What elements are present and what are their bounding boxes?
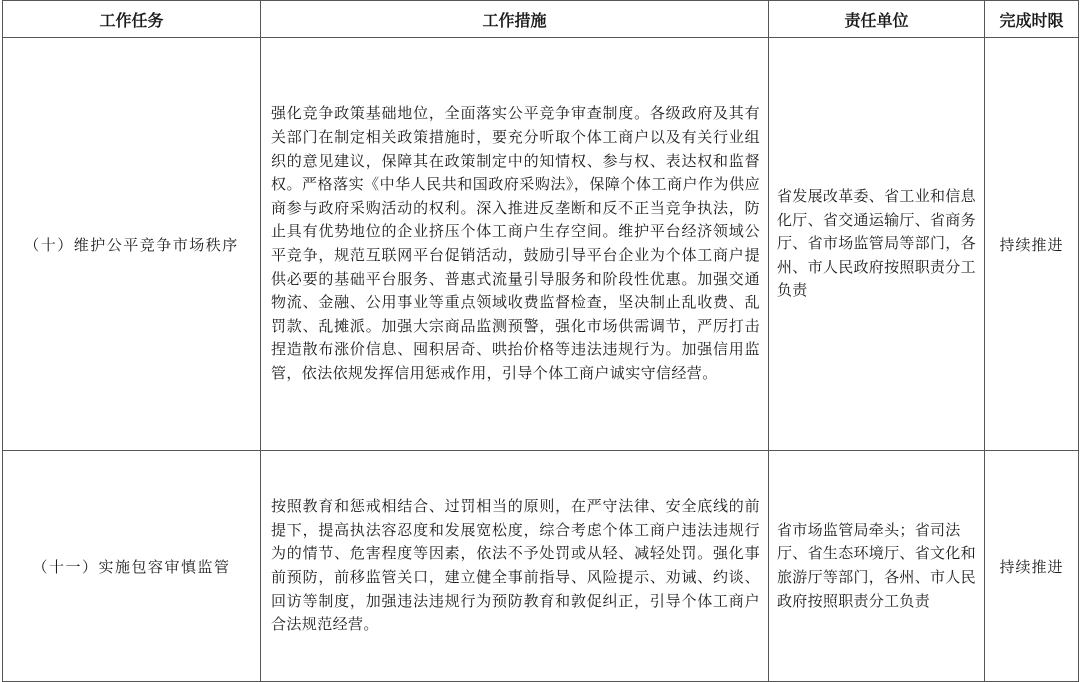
- table-row: [3, 451, 1079, 682]
- measure-cell: 按照教育和惩戒相结合、过罚相当的原则，在严守法律、安全底线的前提下，提高执法容忍度和发展宽松度，综合考虑个体工商户违法违规行为的情节、危害程度等因素，依法不予处罚或从轻、减轻处罚。强化事前预防，前移监管关口，建立健全事前指导、风险提示、劝诫、约谈、回访等制度，加强违法违规行为预防教育和敦促纠正，引导个体工商户合法规范经营。: [261, 451, 769, 682]
- measure-cell: 强化竞争政策基础地位，全面落实公平竞争审查制度。各级政府及其有关部门在制定相关政策措施时，要充分听取个体工商户以及有关行业组织的意见建议，保障其在政策制定中的知情权、参与权、表达权和监督权。严格落实《中华人民共和国政府采购法》，保障个体工商户作为供应商参与政府采购活动的权利。深入推进反垄断和反不正当竞争执法，防止具有优势地位的企业挤压个体工商户生存空间。维护平台经济领域公平竞争，规范互联网平台促销活动，鼓励引导平台企业为个体工商户提供必要的基础平台服务、普惠式流量引导服务和阶段性优惠。加强交通物流、金融、公用事业等重点领域收费监督检查，坚决制止乱收费、乱罚款、乱摊派。加强大宗商品监测预警，强化市场供需调节，严厉打击捏造散布涨价信息、囤积居奇、哄抬价格等违法违规行为。加强信用监管，依法依规发挥信用惩戒作用，引导个体工商户诚实守信经营。: [261, 38, 769, 451]
- unit-cell: 省发展改革委、省工业和信息化厅、省交通运输厅、省商务厅、省市场监管局等部门，各州、市人民政府按照职责分工负责: [769, 38, 985, 451]
- work-task-table: [2, 0, 1079, 682]
- header-task: 工作任务: [3, 1, 261, 38]
- task-cell: （十一）实施包容审慎监管: [3, 451, 261, 682]
- header-measure: 工作措施: [261, 1, 769, 38]
- deadline-cell: 持续推进: [985, 451, 1079, 682]
- header-deadline: 完成时限: [985, 1, 1079, 38]
- unit-cell: 省市场监管局牵头；省司法厅、省生态环境厅、省文化和旅游厅等部门，各州、市人民政府按照职责分工负责: [769, 451, 985, 682]
- task-cell: （十）维护公平竞争市场秩序: [3, 38, 261, 451]
- table-header-row: [3, 1, 1079, 38]
- table-row: [3, 38, 1079, 451]
- deadline-cell: 持续推进: [985, 38, 1079, 451]
- header-unit: 责任单位: [769, 1, 985, 38]
